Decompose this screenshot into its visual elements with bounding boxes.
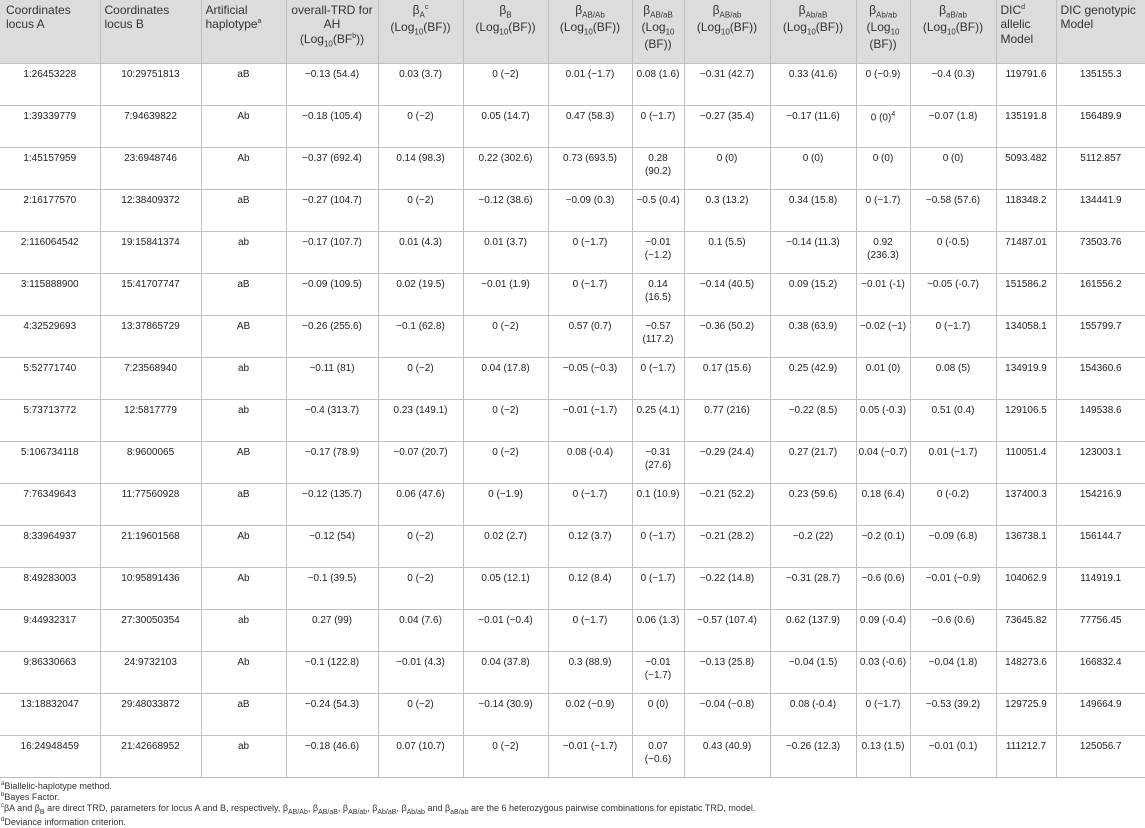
- cell-beta-ab-ab4: −0.17 (11.6): [770, 106, 856, 148]
- header-beta-ab-ab: $\beta_{AB/Ab}$ (Log$_{10}$(BF)): [548, 0, 632, 64]
- cell-beta-ab-ab2: 0.1 (10.9): [632, 484, 684, 526]
- cell-beta-ab-ab2: −0.01 (−1.7): [632, 652, 684, 694]
- cell-beta-ab-ab5: 0.13 (1.5): [856, 736, 910, 778]
- cell-beta-ab-ab: 0 (−1.7): [548, 610, 632, 652]
- table-row: [0, 106, 1145, 148]
- cell-beta-ab-ab2: 0.06 (1.3): [632, 610, 684, 652]
- cell-beta-ab-ab3: 0 (0): [684, 148, 770, 190]
- cell-beta-ab-ab6: 0 (−1.7): [910, 316, 996, 358]
- cell-beta-ab-ab: 0 (−1.7): [548, 274, 632, 316]
- table-row: [0, 274, 1145, 316]
- cell-dic-allelic: 148273.6: [996, 652, 1056, 694]
- cell-beta-ab-ab3: −0.57 (107.4): [684, 610, 770, 652]
- cell-beta-ab-ab3: 0.77 (216): [684, 400, 770, 442]
- cell-beta-ab-ab5: 0.18 (6.4): [856, 484, 910, 526]
- table-row: [0, 610, 1145, 652]
- cell-beta-a: −0.01 (4.3): [378, 652, 463, 694]
- table-row: [0, 64, 1145, 106]
- cell-coord-b: 13:37865729: [100, 316, 201, 358]
- cell-beta-a: 0 (−2): [378, 694, 463, 736]
- cell-beta-ab-ab: −0.09 (0.3): [548, 190, 632, 232]
- cell-beta-a: 0.14 (98.3): [378, 148, 463, 190]
- cell-overall-trd: 0.27 (99): [286, 610, 378, 652]
- cell-beta-ab-ab4: −0.2 (22): [770, 526, 856, 568]
- cell-coord-a: 9:86330663: [0, 652, 100, 694]
- cell-beta-ab-ab2: 0 (0): [632, 694, 684, 736]
- cell-overall-trd: −0.17 (107.7): [286, 232, 378, 274]
- cell-overall-trd: −0.12 (135.7): [286, 484, 378, 526]
- cell-beta-a: 0.01 (4.3): [378, 232, 463, 274]
- cell-beta-b: 0.04 (17.8): [463, 358, 548, 400]
- cell-coord-b: 29:48033872: [100, 694, 201, 736]
- footnote-d: $^d$Deviance information criterion.: [1, 816, 126, 827]
- cell-beta-ab-ab3: −0.22 (14.8): [684, 568, 770, 610]
- cell-beta-ab-ab4: 0.23 (59.6): [770, 484, 856, 526]
- cell-beta-ab-ab2: 0.08 (1.6): [632, 64, 684, 106]
- cell-coord-b: 15:41707747: [100, 274, 201, 316]
- cell-beta-b: 0 (−2): [463, 64, 548, 106]
- cell-dic-allelic: 5093.482: [996, 148, 1056, 190]
- cell-haplotype: ab: [201, 358, 286, 400]
- header-coord-a: Coordinates locus A: [0, 0, 100, 64]
- cell-overall-trd: −0.37 (692.4): [286, 148, 378, 190]
- cell-overall-trd: −0.27 (104.7): [286, 190, 378, 232]
- header-beta-ab-ab5: $\beta_{Ab/ab}$ (Log$_{10}$ (BF)): [856, 0, 910, 64]
- cell-beta-ab-ab3: 0.43 (40.9): [684, 736, 770, 778]
- cell-dic-genotypic: 135155.3: [1056, 64, 1145, 106]
- cell-beta-ab-ab5: 0.04 (−0.7): [856, 442, 910, 484]
- cell-dic-genotypic: 114919.1: [1056, 568, 1145, 610]
- cell-beta-b: 0.05 (14.7): [463, 106, 548, 148]
- cell-coord-b: 21:42668952: [100, 736, 201, 778]
- cell-beta-ab-ab6: −0.4 (0.3): [910, 64, 996, 106]
- cell-dic-allelic: 110051.4: [996, 442, 1056, 484]
- cell-dic-genotypic: 123003.1: [1056, 442, 1145, 484]
- cell-dic-genotypic: 73503.76: [1056, 232, 1145, 274]
- cell-dic-allelic: 104062.9: [996, 568, 1056, 610]
- cell-dic-genotypic: 156144.7: [1056, 526, 1145, 568]
- cell-beta-ab-ab6: 0.08 (5): [910, 358, 996, 400]
- header-coord-b: Coordinates locus B: [100, 0, 201, 64]
- cell-haplotype: aB: [201, 64, 286, 106]
- cell-dic-allelic: 134919.9: [996, 358, 1056, 400]
- cell-beta-ab-ab2: 0 (−1.7): [632, 526, 684, 568]
- cell-beta-ab-ab3: −0.13 (25.8): [684, 652, 770, 694]
- table-row: [0, 148, 1145, 190]
- cell-beta-ab-ab4: 0.27 (21.7): [770, 442, 856, 484]
- cell-dic-genotypic: 149538.6: [1056, 400, 1145, 442]
- cell-beta-ab-ab5: −0.2 (0.1): [856, 526, 910, 568]
- cell-beta-ab-ab: 0.01 (−1.7): [548, 64, 632, 106]
- cell-dic-allelic: 151586.2: [996, 274, 1056, 316]
- cell-coord-a: 4:32529693: [0, 316, 100, 358]
- cell-beta-ab-ab2: −0.5 (0.4): [632, 190, 684, 232]
- cell-coord-b: 10:29751813: [100, 64, 201, 106]
- cell-beta-ab-ab6: −0.58 (57.6): [910, 190, 996, 232]
- cell-beta-ab-ab2: 0 (−1.7): [632, 106, 684, 148]
- cell-haplotype: Ab: [201, 652, 286, 694]
- cell-beta-a: 0 (−2): [378, 106, 463, 148]
- cell-overall-trd: −0.17 (78.9): [286, 442, 378, 484]
- cell-coord-b: 8:9600065: [100, 442, 201, 484]
- table-row: [0, 442, 1145, 484]
- cell-haplotype: Ab: [201, 568, 286, 610]
- cell-dic-genotypic: 154216.9: [1056, 484, 1145, 526]
- table-row: [0, 484, 1145, 526]
- cell-beta-ab-ab5: 0.03 (-0.6): [856, 652, 910, 694]
- cell-beta-b: −0.14 (30.9): [463, 694, 548, 736]
- cell-beta-ab-ab: −0.05 (−0.3): [548, 358, 632, 400]
- footnotes: [0, 778, 1145, 828]
- cell-beta-b: 0.04 (37.8): [463, 652, 548, 694]
- cell-beta-ab-ab2: 0.25 (4.1): [632, 400, 684, 442]
- footnote-a: $^a$Biallelic-haplotype method.: [1, 781, 112, 791]
- cell-beta-ab-ab3: −0.27 (35.4): [684, 106, 770, 148]
- cell-dic-genotypic: 156489.9: [1056, 106, 1145, 148]
- cell-dic-allelic: 118348.2: [996, 190, 1056, 232]
- cell-overall-trd: −0.24 (54.3): [286, 694, 378, 736]
- cell-beta-ab-ab2: 0 (−1.7): [632, 568, 684, 610]
- cell-beta-ab-ab2: −0.01 (−1.2): [632, 232, 684, 274]
- cell-beta-ab-ab3: −0.29 (24.4): [684, 442, 770, 484]
- table-row: [0, 400, 1145, 442]
- cell-beta-b: 0 (−2): [463, 316, 548, 358]
- header-beta-ab-ab2: $\beta_{AB/aB}$ (Log$_{10}$ (BF)): [632, 0, 684, 64]
- cell-beta-ab-ab4: 0.38 (63.9): [770, 316, 856, 358]
- cell-coord-b: 12:5817779: [100, 400, 201, 442]
- cell-haplotype: ab: [201, 736, 286, 778]
- cell-beta-ab-ab2: 0 (−1.7): [632, 358, 684, 400]
- cell-coord-a: 8:33964937: [0, 526, 100, 568]
- cell-beta-b: 0 (−2): [463, 400, 548, 442]
- header-dic-allelic: DIC$^d$ allelic Model: [996, 0, 1056, 64]
- cell-dic-allelic: 137400.3: [996, 484, 1056, 526]
- cell-beta-ab-ab4: 0.33 (41.6): [770, 64, 856, 106]
- cell-beta-ab-ab4: −0.14 (11.3): [770, 232, 856, 274]
- cell-beta-b: −0.12 (38.6): [463, 190, 548, 232]
- cell-dic-allelic: 136738.1: [996, 526, 1056, 568]
- cell-beta-ab-ab3: −0.36 (50.2): [684, 316, 770, 358]
- cell-dic-allelic: 135191.8: [996, 106, 1056, 148]
- table-body: [0, 64, 1145, 778]
- cell-coord-a: 9:44932317: [0, 610, 100, 652]
- cell-beta-a: −0.1 (62.8): [378, 316, 463, 358]
- cell-coord-a: 2:16177570: [0, 190, 100, 232]
- cell-beta-a: 0 (−2): [378, 526, 463, 568]
- cell-dic-genotypic: 155799.7: [1056, 316, 1145, 358]
- cell-beta-ab-ab3: 0.1 (5.5): [684, 232, 770, 274]
- cell-beta-ab-ab4: −0.22 (8.5): [770, 400, 856, 442]
- cell-dic-genotypic: 166832.4: [1056, 652, 1145, 694]
- header-beta-ab-ab6: $\beta_{aB/ab}$ (Log$_{10}$(BF)): [910, 0, 996, 64]
- cell-beta-b: 0.02 (2.7): [463, 526, 548, 568]
- table-row: [0, 526, 1145, 568]
- header-overall-trd: overall-TRD for AH $(Log_{10}(BF^b))$: [286, 0, 378, 64]
- header-beta-a: $\beta_A^c$ (Log$_{10}$(BF)): [378, 0, 463, 64]
- cell-beta-ab-ab4: −0.31 (28.7): [770, 568, 856, 610]
- table-row: [0, 190, 1145, 232]
- cell-beta-a: 0.06 (47.6): [378, 484, 463, 526]
- cell-beta-ab-ab3: 0.17 (15.6): [684, 358, 770, 400]
- cell-overall-trd: −0.13 (54.4): [286, 64, 378, 106]
- cell-dic-allelic: 134058.1: [996, 316, 1056, 358]
- cell-haplotype: aB: [201, 190, 286, 232]
- cell-beta-a: 0.03 (3.7): [378, 64, 463, 106]
- cell-beta-ab-ab5: 0 $(0)^4$: [856, 106, 910, 148]
- cell-overall-trd: −0.1 (122.8): [286, 652, 378, 694]
- header-dic-genotypic: DIC genotypic Model: [1056, 0, 1145, 64]
- cell-beta-ab-ab6: −0.6 (0.6): [910, 610, 996, 652]
- cell-beta-a: 0 (−2): [378, 190, 463, 232]
- cell-beta-ab-ab5: −0.6 (0.6): [856, 568, 910, 610]
- cell-dic-genotypic: 77756.45: [1056, 610, 1145, 652]
- cell-beta-ab-ab6: 0 (0): [910, 148, 996, 190]
- cell-beta-ab-ab: 0.3 (88.9): [548, 652, 632, 694]
- cell-beta-ab-ab6: 0.01 (−1.7): [910, 442, 996, 484]
- cell-coord-b: 27:30050354: [100, 610, 201, 652]
- cell-beta-ab-ab: 0.73 (693.5): [548, 148, 632, 190]
- cell-beta-ab-ab5: 0 (−1.7): [856, 694, 910, 736]
- table-row: [0, 652, 1145, 694]
- cell-beta-ab-ab4: 0.62 (137.9): [770, 610, 856, 652]
- table-row: [0, 316, 1145, 358]
- cell-coord-a: 13:18832047: [0, 694, 100, 736]
- cell-beta-ab-ab3: −0.31 (42.7): [684, 64, 770, 106]
- cell-beta-b: −0.01 (1.9): [463, 274, 548, 316]
- cell-beta-b: 0.01 (3.7): [463, 232, 548, 274]
- cell-beta-ab-ab5: 0 (−1.7): [856, 190, 910, 232]
- cell-coord-b: 7:23568940: [100, 358, 201, 400]
- cell-haplotype: aB: [201, 694, 286, 736]
- cell-overall-trd: −0.1 (39.5): [286, 568, 378, 610]
- cell-dic-genotypic: 154360.6: [1056, 358, 1145, 400]
- cell-beta-ab-ab4: −0.26 (12.3): [770, 736, 856, 778]
- cell-beta-ab-ab6: 0 (-0.5): [910, 232, 996, 274]
- cell-beta-ab-ab3: −0.04 (−0.8): [684, 694, 770, 736]
- cell-beta-b: 0 (−2): [463, 442, 548, 484]
- cell-haplotype: AB: [201, 316, 286, 358]
- cell-beta-a: 0 (−2): [378, 358, 463, 400]
- cell-haplotype: aB: [201, 274, 286, 316]
- cell-coord-a: 2:116064542: [0, 232, 100, 274]
- cell-beta-ab-ab5: 0.92 (236.3): [856, 232, 910, 274]
- cell-overall-trd: −0.18 (105.4): [286, 106, 378, 148]
- cell-beta-ab-ab: 0.12 (8.4): [548, 568, 632, 610]
- header-beta-b: $\beta_B$ (Log$_{10}$(BF)): [463, 0, 548, 64]
- cell-coord-a: 5:106734118: [0, 442, 100, 484]
- cell-beta-ab-ab2: −0.57 (117.2): [632, 316, 684, 358]
- cell-haplotype: ab: [201, 400, 286, 442]
- cell-coord-b: 10:95891436: [100, 568, 201, 610]
- table-row: [0, 232, 1145, 274]
- cell-haplotype: ab: [201, 610, 286, 652]
- cell-beta-a: −0.07 (20.7): [378, 442, 463, 484]
- cell-beta-b: 0 (−2): [463, 736, 548, 778]
- cell-coord-b: 12:38409372: [100, 190, 201, 232]
- cell-beta-ab-ab5: 0 (0): [856, 148, 910, 190]
- cell-dic-allelic: 71487.01: [996, 232, 1056, 274]
- cell-beta-ab-ab3: 0.3 (13.2): [684, 190, 770, 232]
- cell-coord-b: 11:77560928: [100, 484, 201, 526]
- cell-overall-trd: −0.12 (54): [286, 526, 378, 568]
- cell-beta-a: 0.02 (19.5): [378, 274, 463, 316]
- cell-beta-ab-ab6: −0.09 (6.8): [910, 526, 996, 568]
- cell-dic-allelic: 73645.82: [996, 610, 1056, 652]
- cell-beta-ab-ab: −0.01 (−1.7): [548, 400, 632, 442]
- cell-beta-ab-ab: 0 (−1.7): [548, 232, 632, 274]
- cell-beta-ab-ab5: 0.09 (-0.4): [856, 610, 910, 652]
- cell-dic-allelic: 129725.9: [996, 694, 1056, 736]
- cell-beta-ab-ab: 0 (−1.7): [548, 484, 632, 526]
- header-row: [0, 0, 1145, 64]
- cell-beta-ab-ab: 0.12 (3.7): [548, 526, 632, 568]
- cell-coord-a: 7:76349643: [0, 484, 100, 526]
- cell-dic-allelic: 119791.6: [996, 64, 1056, 106]
- cell-beta-b: 0.05 (12.1): [463, 568, 548, 610]
- cell-coord-b: 21:19601568: [100, 526, 201, 568]
- cell-haplotype: Ab: [201, 526, 286, 568]
- cell-coord-a: 1:39339779: [0, 106, 100, 148]
- footnote-b: $^b$Bayes Factor.: [1, 791, 60, 802]
- cell-beta-ab-ab: 0.47 (58.3): [548, 106, 632, 148]
- cell-beta-a: 0.07 (10.7): [378, 736, 463, 778]
- cell-beta-ab-ab2: 0.14 (16.5): [632, 274, 684, 316]
- cell-beta-ab-ab: 0.02 (−0.9): [548, 694, 632, 736]
- cell-beta-ab-ab6: −0.53 (39.2): [910, 694, 996, 736]
- cell-beta-ab-ab5: −0.02 (−1): [856, 316, 910, 358]
- cell-beta-ab-ab3: −0.21 (28.2): [684, 526, 770, 568]
- cell-beta-ab-ab: 0.57 (0.7): [548, 316, 632, 358]
- header-beta-ab-ab3: $\beta_{AB/ab}$ (Log$_{10}$(BF)): [684, 0, 770, 64]
- cell-haplotype: aB: [201, 484, 286, 526]
- cell-beta-ab-ab6: −0.05 (-0.7): [910, 274, 996, 316]
- table-row: [0, 736, 1145, 778]
- cell-coord-a: 5:52771740: [0, 358, 100, 400]
- table-row: [0, 568, 1145, 610]
- cell-beta-a: 0 (−2): [378, 568, 463, 610]
- cell-coord-a: 1:45157959: [0, 148, 100, 190]
- cell-beta-b: 0 (−1.9): [463, 484, 548, 526]
- cell-beta-ab-ab6: −0.01 (−0.9): [910, 568, 996, 610]
- cell-beta-ab-ab2: 0.07 (−0.6): [632, 736, 684, 778]
- cell-beta-ab-ab5: 0.01 (0): [856, 358, 910, 400]
- cell-beta-ab-ab6: −0.04 (1.8): [910, 652, 996, 694]
- cell-coord-b: 24:9732103: [100, 652, 201, 694]
- cell-haplotype: Ab: [201, 148, 286, 190]
- cell-beta-ab-ab6: 0 (-0.2): [910, 484, 996, 526]
- cell-beta-ab-ab: −0.01 (−1.7): [548, 736, 632, 778]
- table-row: [0, 358, 1145, 400]
- cell-overall-trd: −0.26 (255.6): [286, 316, 378, 358]
- cell-overall-trd: −0.09 (109.5): [286, 274, 378, 316]
- cell-beta-ab-ab4: 0.25 (42.9): [770, 358, 856, 400]
- cell-beta-a: 0.23 (149.1): [378, 400, 463, 442]
- cell-coord-a: 3:115888900: [0, 274, 100, 316]
- cell-beta-b: −0.01 (−0.4): [463, 610, 548, 652]
- cell-beta-ab-ab4: 0.09 (15.2): [770, 274, 856, 316]
- cell-coord-b: 19:15841374: [100, 232, 201, 274]
- cell-haplotype: ab: [201, 232, 286, 274]
- cell-coord-a: 5:73713772: [0, 400, 100, 442]
- cell-haplotype: Ab: [201, 106, 286, 148]
- cell-beta-ab-ab2: −0.31 (27.6): [632, 442, 684, 484]
- cell-beta-ab-ab4: 0.08 (-0.4): [770, 694, 856, 736]
- cell-beta-ab-ab5: 0.05 (-0.3): [856, 400, 910, 442]
- cell-beta-ab-ab5: −0.01 (-1): [856, 274, 910, 316]
- cell-beta-a: 0.04 (7.6): [378, 610, 463, 652]
- cell-dic-genotypic: 149664.9: [1056, 694, 1145, 736]
- cell-beta-ab-ab4: −0.04 (1.5): [770, 652, 856, 694]
- cell-coord-a: 8:49283003: [0, 568, 100, 610]
- cell-overall-trd: −0.4 (313.7): [286, 400, 378, 442]
- cell-beta-ab-ab3: −0.14 (40.5): [684, 274, 770, 316]
- cell-dic-genotypic: 125056.7: [1056, 736, 1145, 778]
- cell-haplotype: AB: [201, 442, 286, 484]
- cell-beta-ab-ab4: 0.34 (15.8): [770, 190, 856, 232]
- cell-beta-ab-ab3: −0.21 (52.2): [684, 484, 770, 526]
- cell-overall-trd: −0.18 (46.6): [286, 736, 378, 778]
- cell-beta-ab-ab6: −0.07 (1.8): [910, 106, 996, 148]
- table-row: [0, 694, 1145, 736]
- header-beta-ab-ab4: $\beta_{Ab/aB}$ (Log$_{10}$(BF)): [770, 0, 856, 64]
- cell-beta-ab-ab6: 0.51 (0.4): [910, 400, 996, 442]
- cell-coord-a: 16:24948459: [0, 736, 100, 778]
- cell-coord-b: 7:94639822: [100, 106, 201, 148]
- cell-beta-ab-ab: 0.08 (-0.4): [548, 442, 632, 484]
- cell-beta-ab-ab4: 0 (0): [770, 148, 856, 190]
- cell-dic-allelic: 111212.7: [996, 736, 1056, 778]
- cell-beta-ab-ab6: −0.01 (0.1): [910, 736, 996, 778]
- cell-beta-ab-ab5: 0 (−0.9): [856, 64, 910, 106]
- cell-dic-genotypic: 134441.9: [1056, 190, 1145, 232]
- cell-dic-allelic: 129106.5: [996, 400, 1056, 442]
- cell-beta-ab-ab2: 0.28 (90.2): [632, 148, 684, 190]
- header-artificial-haplotype: Artificial haplotype$^a$: [201, 0, 286, 64]
- cell-dic-genotypic: 5112.857: [1056, 148, 1145, 190]
- cell-beta-b: 0.22 (302.6): [463, 148, 548, 190]
- cell-dic-genotypic: 161556.2: [1056, 274, 1145, 316]
- cell-coord-b: 23:6948746: [100, 148, 201, 190]
- cell-coord-a: 1:26453228: [0, 64, 100, 106]
- footnote-c: $^c$βA and $\beta_B$ are direct TRD, parameters for locus A and B, respectively, $\beta_{AB/Ab}$, $\beta_{AB/aB}$, $\beta_{AB/ab}$, $\beta_{Ab/aB}$, $\beta_{Ab/ab}$ and $\beta_{aB/ab}$ are the 6 heterozygous pairwise combinations for epistatic TRD, model.: [1, 802, 756, 816]
- cell-overall-trd: −0.11 (81): [286, 358, 378, 400]
